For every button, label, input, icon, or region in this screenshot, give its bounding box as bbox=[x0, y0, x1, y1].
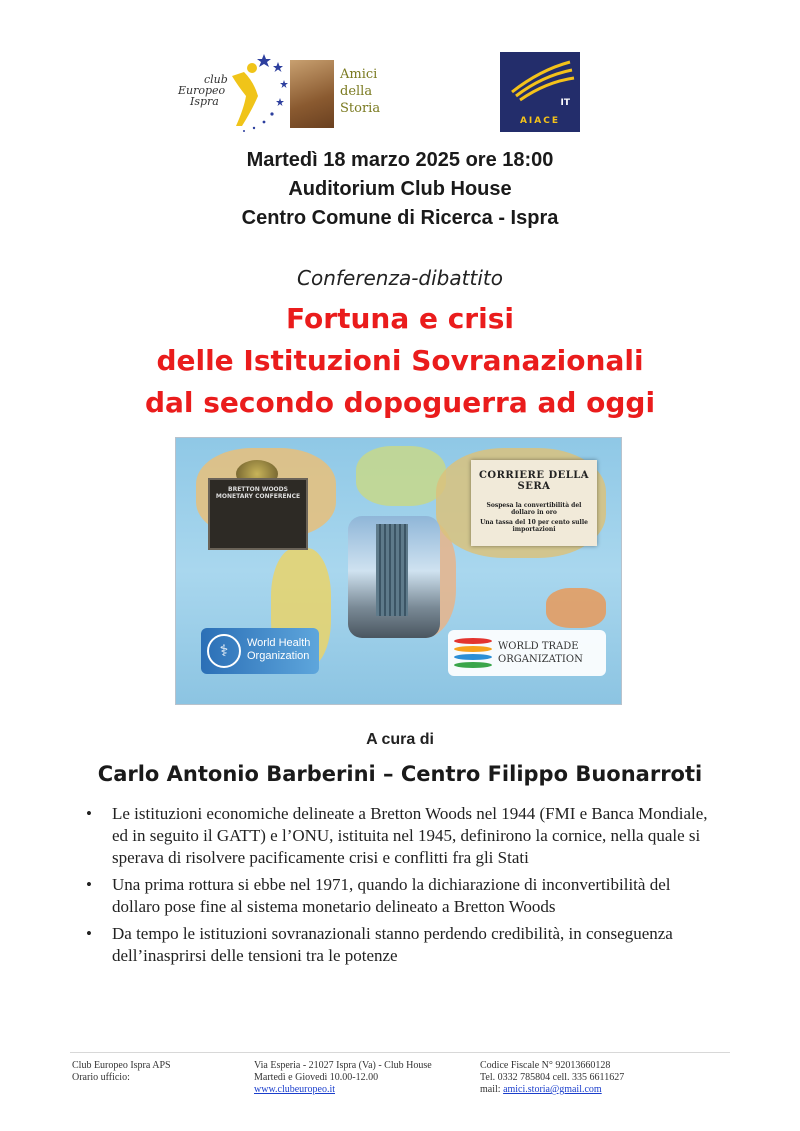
footer-address: Via Esperia - 21027 Ispra (Va) - Club House bbox=[254, 1060, 432, 1071]
footer-divider bbox=[70, 1052, 730, 1053]
aiace-name-label: AIACE bbox=[519, 116, 561, 126]
bretton-woods-plaque bbox=[208, 478, 308, 550]
event-info bbox=[0, 146, 800, 233]
who-line-2: Organization bbox=[247, 650, 310, 662]
description-list bbox=[86, 803, 716, 972]
corriere-newspaper bbox=[471, 460, 597, 546]
club-logo-line-1: club bbox=[204, 73, 228, 86]
who-emblem-icon: ⚕ bbox=[207, 634, 241, 668]
amici-logo-line-2: della bbox=[340, 84, 373, 99]
email-link[interactable]: amici.storia@gmail.com bbox=[503, 1084, 602, 1095]
un-headquarters-photo bbox=[348, 516, 440, 638]
footer-phone: Tel. 0332 785804 cell. 335 6611627 bbox=[480, 1072, 625, 1083]
footer-tax-code: Codice Fiscale N° 92013660128 bbox=[480, 1060, 611, 1071]
logo-bar bbox=[0, 50, 800, 134]
plaque-line-1: BRETTON WOODS bbox=[228, 486, 288, 493]
title-line-3: dal secondo dopoguerra ad oggi bbox=[144, 386, 656, 419]
wto-line-1: WORLD TRADE bbox=[498, 641, 579, 652]
author-line: Carlo Antonio Barberini – Centro Filippo Buonarroti bbox=[97, 762, 703, 786]
event-place: Centro Comune di Ricerca - Ispra bbox=[241, 207, 559, 229]
list-item: • Da tempo le istituzioni sovranazionali stanno perdendo credibilità, in conseguenza dell’inasprirsi delle tensioni tra le potenze bbox=[86, 923, 716, 967]
list-item: • Le istituzioni economiche delineate a Bretton Woods nel 1944 (FMI e Banca Mondiale, ed in seguito il GATT) e l’ONU, istituita nel 1945, definirono la cornice, nella quale si sperava di risolvere pacificamente crisi e conflitti fra gli Stati bbox=[86, 803, 716, 869]
aiace-stripes-icon bbox=[500, 52, 580, 102]
website-link[interactable]: www.clubeuropeo.it bbox=[254, 1084, 335, 1095]
list-item: • Una prima rottura si ebbe nel 1971, quando la dichiarazione di inconvertibilità del dollaro pose fine al sistema monetario delineato a Bretton Woods bbox=[86, 874, 716, 918]
newspaper-headline: Sospesa la convertibilità del dollaro in oro bbox=[486, 502, 582, 516]
amici-painting-image bbox=[290, 60, 334, 128]
wto-logo bbox=[448, 630, 606, 676]
event-date-line: Martedì 18 marzo 2025 ore 18:00 bbox=[246, 149, 554, 171]
newspaper-subheadline: Una tassa del 10 per cento sulle importazioni bbox=[480, 519, 588, 533]
europe-land bbox=[356, 446, 446, 506]
event-subtitle: Conferenza-dibattito bbox=[297, 266, 503, 290]
event-title bbox=[0, 298, 800, 424]
amici-logo-line-3: Storia bbox=[340, 101, 381, 116]
wto-mark-icon bbox=[454, 636, 492, 670]
aiace-logo bbox=[500, 52, 580, 132]
who-logo bbox=[201, 628, 319, 674]
footer-col-address bbox=[254, 1060, 432, 1096]
a-cura-di-label: A cura di bbox=[366, 731, 434, 748]
footer-club-name: Club Europeo Ispra APS bbox=[72, 1060, 171, 1071]
amici-logo-line-1: Amici bbox=[340, 67, 378, 82]
aiace-it-label: IT bbox=[560, 98, 570, 108]
title-line-2: delle Istituzioni Sovranazionali bbox=[156, 344, 644, 377]
club-europeo-logo bbox=[172, 52, 290, 134]
amici-della-storia-logo bbox=[290, 60, 390, 128]
un-building-image bbox=[376, 524, 408, 616]
wto-line-2: ORGANIZATION bbox=[498, 654, 583, 665]
footer-office-hours-label: Orario ufficio: bbox=[72, 1072, 130, 1083]
footer-col-club bbox=[72, 1060, 171, 1084]
plaque-line-2: MONETARY CONFERENCE bbox=[215, 493, 301, 500]
world-map-collage bbox=[175, 437, 622, 705]
club-logo-line-3: Ispra bbox=[190, 95, 219, 108]
newspaper-name: CORRIERE DELLA SERA bbox=[478, 470, 590, 492]
footer-col-contacts bbox=[480, 1060, 624, 1096]
title-line-1: Fortuna e crisi bbox=[286, 302, 514, 335]
club-logo-line-2: Europeo bbox=[178, 84, 226, 97]
event-venue: Auditorium Club House bbox=[288, 178, 512, 200]
australia-land bbox=[546, 588, 606, 628]
footer-hours: Martedì e Giovedì 10.00-12.00 bbox=[254, 1072, 379, 1083]
who-line-1: World Health bbox=[247, 637, 311, 649]
mail-label: mail: bbox=[480, 1084, 501, 1095]
